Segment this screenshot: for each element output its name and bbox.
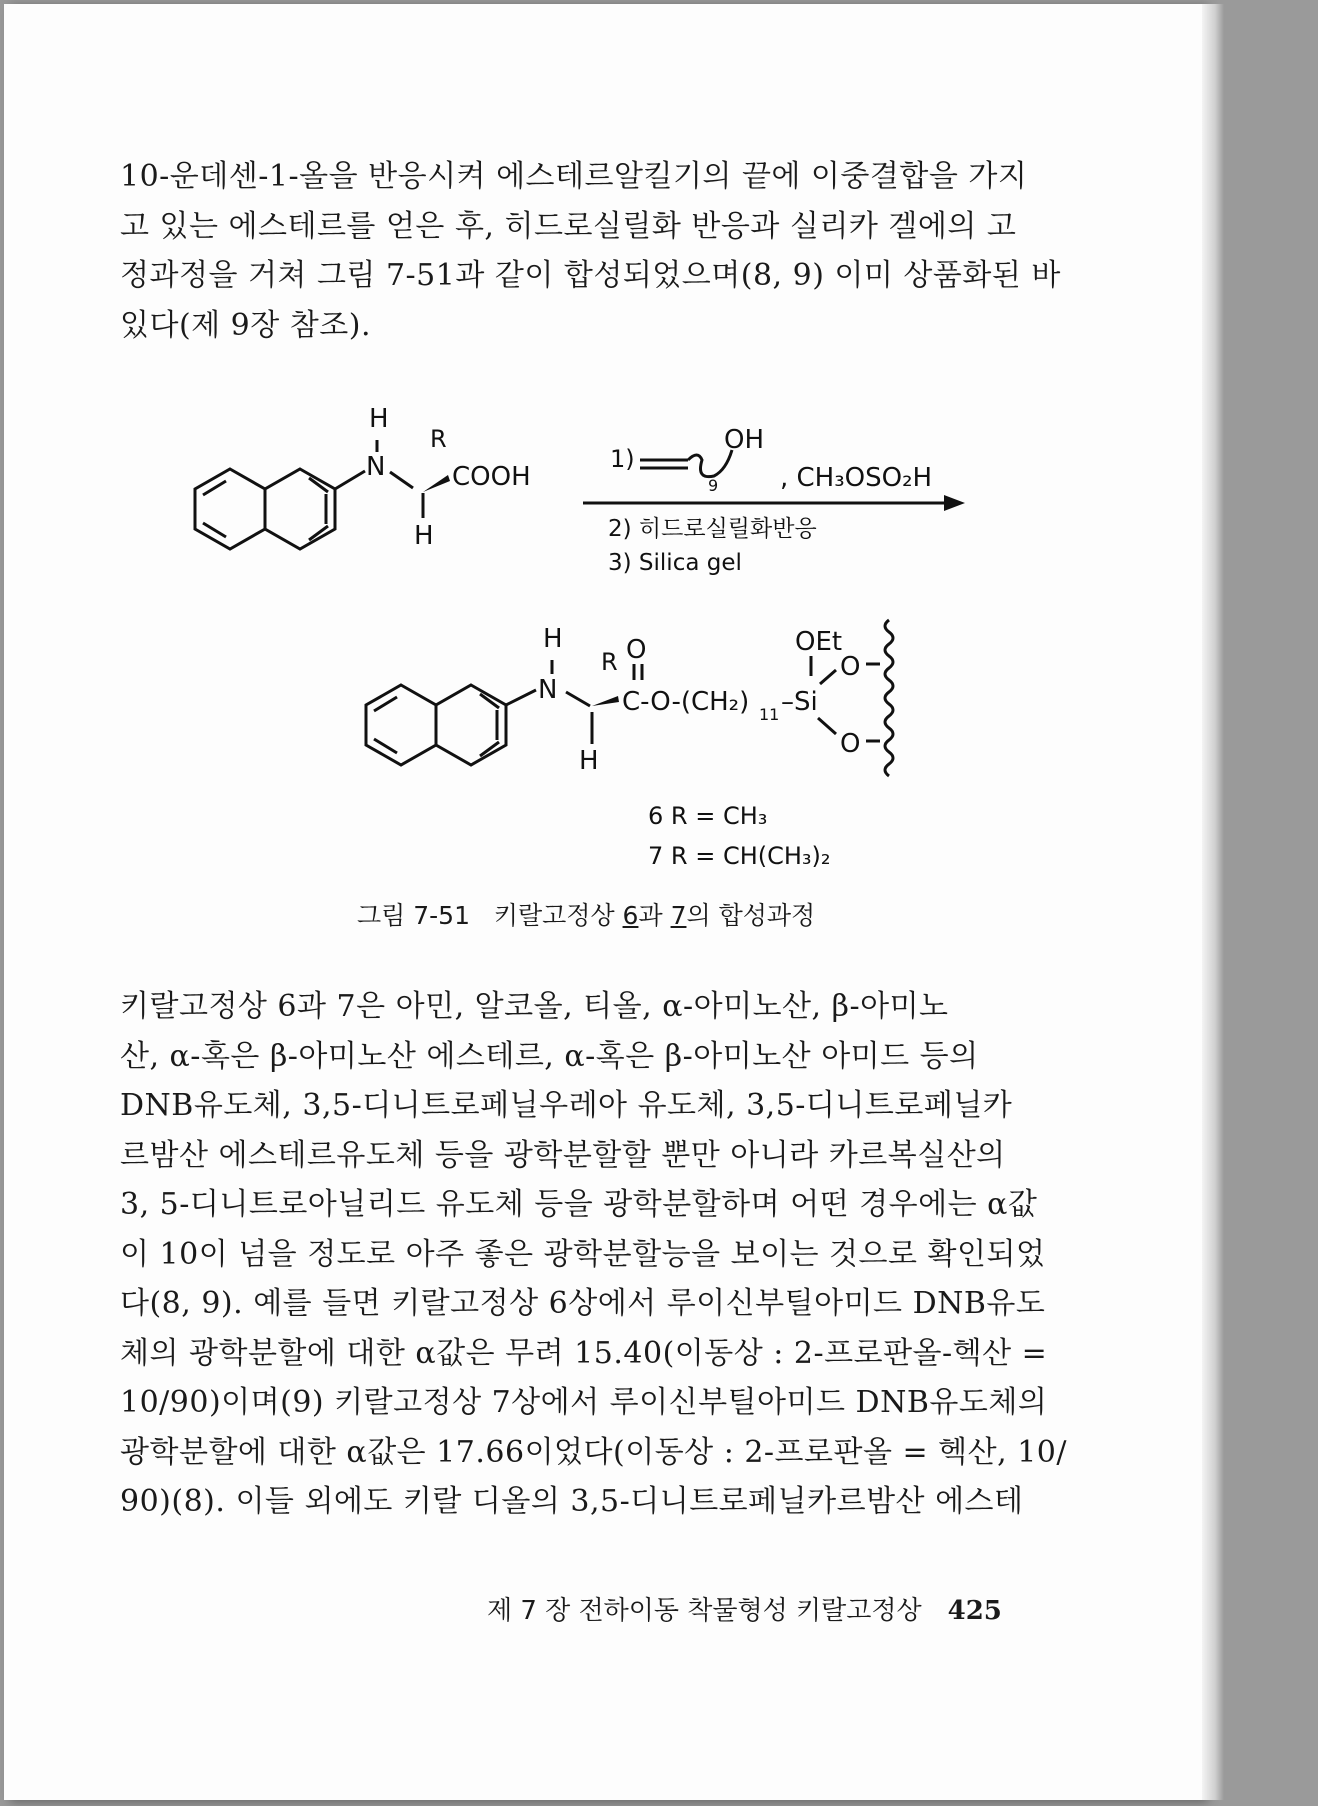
reactant-n: N bbox=[366, 452, 386, 482]
product-h-bottom: H bbox=[579, 746, 599, 776]
reagent-step1-number: 1) bbox=[610, 445, 635, 473]
product-carbonyl-o: O bbox=[626, 635, 647, 665]
text-line: DNB유도체, 3,5-디니트로페닐우레아 유도체, 3,5-디니트로페닐카 bbox=[120, 1088, 1013, 1123]
reaction-scheme-figure bbox=[0, 380, 1200, 900]
chapter-title: 제 7 장 전하이동 착물형성 키랄고정상 bbox=[487, 1596, 922, 1626]
text-line: 10-운데센-1-올을 반응시켜 에스테르알킬기의 끝에 이중결합을 가지 bbox=[120, 159, 1028, 194]
reactant-r: R bbox=[430, 425, 447, 453]
figure-caption bbox=[357, 896, 815, 932]
variant-6: 6 R = CH₃ bbox=[648, 802, 768, 830]
reactant-cooh: COOH bbox=[452, 462, 531, 492]
reagent-oh: OH bbox=[724, 425, 765, 455]
caption-text-post: 의 합성과정 bbox=[686, 901, 816, 930]
text-line: 다(8, 9). 예를 들면 키랄고정상 6상에서 루이신부틸아미드 DNB유도 bbox=[120, 1286, 1046, 1321]
caption-num-7: 7 bbox=[670, 901, 687, 930]
text-line: 3, 5-디니트로아닐리드 유도체 등을 광학분할하며 어떤 경우에는 α값 bbox=[120, 1187, 1038, 1222]
paragraph-1 bbox=[120, 152, 1061, 350]
reagent-acid: , CH₃OSO₂H bbox=[780, 463, 933, 493]
paragraph-2 bbox=[120, 982, 1068, 1527]
product-silicon: –Si bbox=[781, 687, 818, 717]
product-h-top: H bbox=[543, 624, 563, 654]
reactant-naphthalene bbox=[195, 440, 423, 549]
reagent-step2: 2) 히드로실릴화반응 bbox=[608, 516, 817, 542]
text-line: 정과정을 거쳐 그림 7-51과 같이 합성되었으며(8, 9) 이미 상품화된 바 bbox=[120, 258, 1061, 293]
product-o-lower: O bbox=[840, 729, 861, 759]
product-chain-subscript: 11 bbox=[759, 705, 780, 724]
variant-7: 7 R = CH(CH₃)₂ bbox=[648, 842, 831, 870]
product-r: R bbox=[601, 648, 618, 676]
text-line: 키랄고정상 6과 7은 아민, 알코올, 티올, α-아미노산, β-아미노 bbox=[120, 989, 949, 1024]
product-wedge-bond bbox=[592, 696, 619, 706]
reactant-h-bottom: H bbox=[414, 521, 434, 551]
page-edge bbox=[1202, 4, 1224, 1800]
caption-text-pre: 키랄고정상 bbox=[493, 901, 623, 930]
page-number: 425 bbox=[947, 1596, 1002, 1626]
undecenol-structure bbox=[640, 450, 732, 477]
text-line: 10/90)이며(9) 키랄고정상 7상에서 루이신부틸아미드 DNB유도체의 bbox=[120, 1385, 1048, 1420]
wedge-bond bbox=[423, 475, 450, 492]
reagent-step3: 3) Silica gel bbox=[608, 550, 742, 576]
text-line: 산, α-혹은 β-아미노산 에스테르, α-혹은 β-아미노산 아미드 등의 bbox=[120, 1038, 979, 1074]
running-footer bbox=[487, 1590, 1002, 1627]
product-ester-chain: C-O-(CH₂) bbox=[622, 687, 750, 717]
product-oet: OEt bbox=[795, 627, 843, 657]
caption-text-mid: 과 bbox=[638, 901, 671, 930]
text-line: 90)(8). 이들 외에도 키랄 디올의 3,5-디니트로페닐카르밤산 에스테 bbox=[120, 1484, 1024, 1519]
caption-label: 그림 7-51 bbox=[357, 901, 470, 930]
reactant-h-top: H bbox=[369, 404, 389, 434]
reaction-arrow bbox=[583, 495, 965, 511]
text-line: 이 10이 넘을 정도로 아주 좋은 광학분할능을 보이는 것으로 확인되었 bbox=[120, 1236, 1046, 1272]
text-line: 광학분할에 대한 α값은 17.66이었다(이동상 : 2-프로판올 = 헥산, 10/ bbox=[120, 1434, 1068, 1470]
text-line: 고 있는 에스테르를 얻은 후, 히드로실릴화 반응과 실리카 겔에의 고 bbox=[120, 208, 1017, 244]
product-o-upper: O bbox=[840, 652, 861, 682]
reagent-subscript-9: 9 bbox=[708, 476, 719, 495]
text-line: 르밤산 에스테르유도체 등을 광학분할할 뿐만 아니라 카르복실산의 bbox=[120, 1137, 1006, 1173]
text-line: 체의 광학분할에 대한 α값은 무려 15.40(이동상 : 2-프로판올-헥산 = bbox=[120, 1335, 1048, 1371]
text-line: 있다(제 9장 참조). bbox=[120, 307, 371, 343]
caption-num-6: 6 bbox=[622, 901, 639, 930]
product-n: N bbox=[538, 675, 558, 705]
